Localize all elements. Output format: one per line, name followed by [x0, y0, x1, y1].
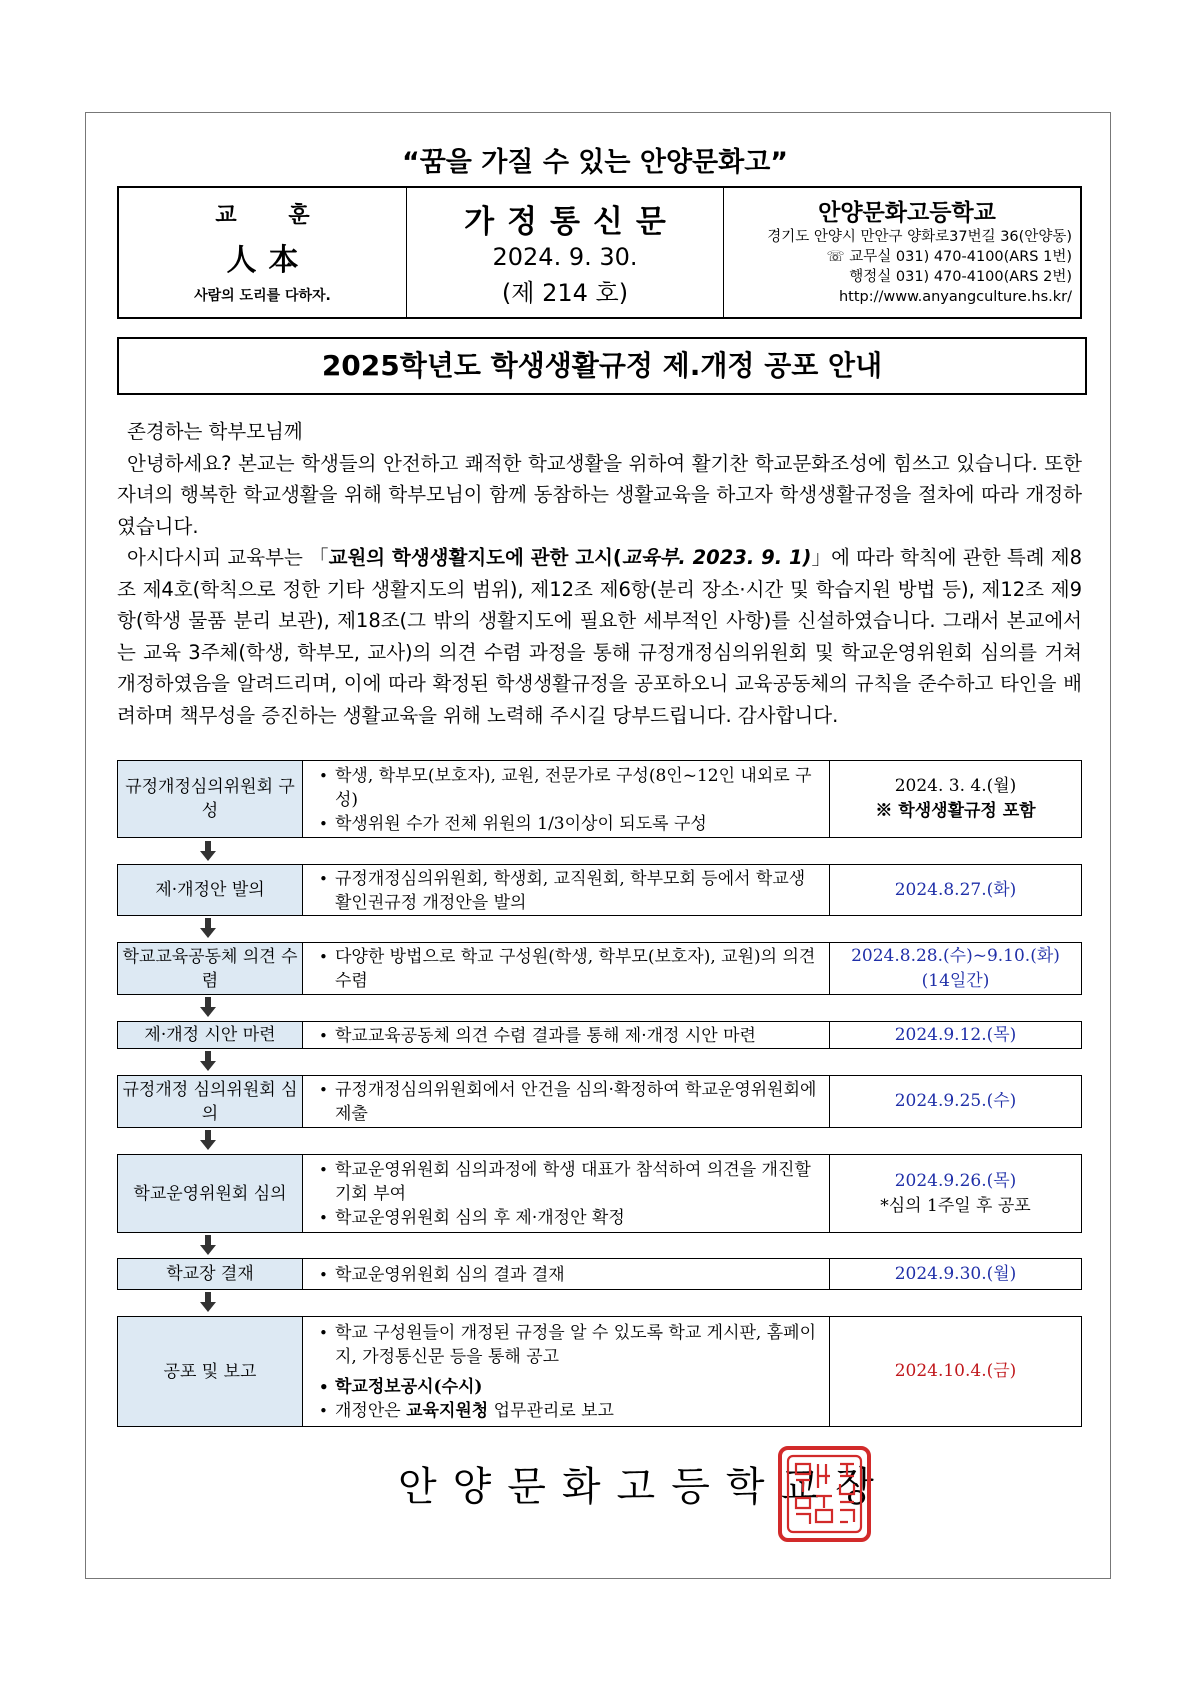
flow-item: • 학교교육공동체 의견 수렴 결과를 통해 제·개정 시안 마련 [317, 1024, 819, 1048]
school-motto: “꿈을 가질 수 있는 안양문화고” [401, 147, 789, 178]
flow-item-post: 업무관리로 보고 [488, 1401, 614, 1421]
school-name: 안양문화고등학교 [818, 200, 996, 226]
flow-date: 2024. 3. 4.(월) [894, 776, 1017, 796]
flow-date-cell [830, 1317, 1081, 1426]
flow-date: 2024.9.26.(목) [894, 1170, 1017, 1191]
flow-date: 2024.9.25.(수) [894, 1091, 1017, 1111]
flow-item: • 규정개정심의위원회에서 안건을 심의·확정하여 학교운영위원회에 제출 [317, 1078, 819, 1126]
down-arrow-icon [200, 1292, 216, 1312]
flow-stage: 제·개정안 발의 [118, 865, 303, 915]
para2-pre: 아시다시피 교육부는 「 [127, 546, 329, 569]
down-arrow-icon [200, 918, 216, 938]
down-arrow-icon [200, 1235, 216, 1255]
flow-item-bold: 교육지원청 [406, 1401, 489, 1421]
phone-office: ☏ 교무실 031) 470-4100(ARS 1번) [826, 249, 1072, 265]
flow-stage: 공포 및 보고 [118, 1317, 303, 1426]
flow-description [303, 1076, 830, 1127]
down-arrow-icon [200, 1051, 216, 1071]
flow-item: • 학교정보공시(수시) [317, 1375, 819, 1399]
flow-date-cell [830, 865, 1081, 915]
para2-post: 」에 따라 학칙에 관한 특례 제8조 제4호(학칙으로 정한 기타 생활지도의 범위), 제12조 제6항(분리 장소·시간 및 학습지원 방법 등), 제12조 제9항(학생 물품 분리 보관), 제18조(그 밖의 생활지도에 필요한 세부적인 사항)를 신설하였습니다. 그래서 본교에서는 교육 3주체(학생, 학부모, 교사)의 의견 수렴 과정을 통해 규정개정심의위원회 및 학교운영위원회 심의를 거쳐 개정하였음을 알려드리며, 이에 따라 확정된 학생생활규정을 공포하오니 교육공동체의 규칙을 준수하고 타인을 배려하며 책무성을 증진하는 생활교육을 위해 노력해 주시길 당부드립니다. 감사합니다. [117, 546, 1083, 727]
flow-date-note: (14일간) [921, 970, 990, 991]
kyohun-cell [119, 188, 407, 317]
flow-item: • 학교운영위원회 심의과정에 학생 대표가 참석하여 의견을 개진할 기회 부여 [317, 1158, 819, 1206]
flow-date-cell [830, 943, 1081, 994]
flow-date: 2024.8.27.(화) [894, 879, 1017, 900]
flow-date-cell [830, 1155, 1081, 1232]
flow-stage: 규정개정 심의위원회 심의 [118, 1076, 303, 1127]
paragraph-2 [117, 542, 1082, 731]
flow-date: 2024.8.28.(수)~9.10.(화) [851, 945, 1060, 966]
newsletter-issue: (제 214 호) [501, 279, 629, 307]
flow-description [303, 865, 830, 915]
flow-date-cell [830, 761, 1081, 837]
document-title: 2025학년도 학생생활규정 제.개정 공포 안내 [117, 337, 1087, 395]
flow-item: • 학생, 학부모(보호자), 교원, 전문가로 구성(8인~12인 내외로 구성) [317, 764, 819, 812]
flow-date: 2024.9.30.(월) [894, 1263, 1017, 1284]
seal-icon [782, 1450, 867, 1538]
newsletter-header [117, 186, 1082, 319]
flow-item: • 다양한 방법으로 학교 구성원(학생, 학부모(보호자), 교원)의 의견 수렴 [317, 945, 819, 993]
kyohun-label: 교 훈 [215, 203, 332, 228]
flow-description [303, 1259, 830, 1289]
flow-step-2 [117, 864, 1082, 916]
flow-item [317, 1399, 819, 1423]
flow-description [303, 943, 830, 994]
flow-stage: 학교운영위원회 심의 [118, 1155, 303, 1232]
school-info-cell [724, 188, 1080, 317]
flow-description [303, 1317, 830, 1426]
flow-step-1 [117, 760, 1082, 838]
para2-bold-italic: 교육부. 2023. 9. 1) [621, 546, 812, 569]
flow-item: • 학생위원 수가 전체 위원의 1/3이상이 되도록 구성 [317, 812, 819, 836]
para2-bold: 교원의 학생생활지도에 관한 고시( [328, 546, 622, 569]
principal-signature: 안양문화고등학교장 [398, 1464, 890, 1510]
letter-body [117, 416, 1082, 731]
flow-date: 2024.9.12.(목) [894, 1024, 1017, 1045]
flow-item: • 학교운영위원회 심의 결과 결재 [317, 1263, 819, 1287]
flow-item: • 학교운영위원회 심의 후 제·개정안 확정 [317, 1206, 819, 1230]
flow-step-8 [117, 1316, 1082, 1427]
kyohun-sub: 사람의 도리를 다하자. [194, 288, 331, 304]
down-arrow-icon [200, 997, 216, 1017]
paragraph-1: 안녕하세요? 본교는 학생들의 안전하고 쾌적한 학교생활을 위하여 활기찬 학교문화조성에 힘쓰고 있습니다. 또한 자녀의 행복한 학교생활을 위해 학부모님이 함께 동참하는 생활교육을 하고자 학생생활규정을 절차에 따라 개정하였습니다. [117, 451, 1082, 538]
flow-date-note: ※ 학생생활규정 포함 [875, 801, 1036, 821]
newsletter-title-cell [407, 188, 724, 317]
flow-stage: 학교교육공동체 의견 수렴 [118, 943, 303, 994]
flow-date-cell [830, 1259, 1081, 1289]
flow-step-6 [117, 1154, 1082, 1233]
flow-date-cell [830, 1076, 1081, 1127]
flow-date: 2024.10.4.(금) [894, 1361, 1017, 1381]
flow-item-pre: 개정안은 [335, 1401, 407, 1421]
newsletter-title: 가정통신문 [464, 204, 679, 240]
flow-item: • 학교 구성원들이 개정된 규정을 알 수 있도록 학교 게시판, 홈페이지, 가정통신문 등을 통해 공고 [317, 1321, 819, 1369]
flow-date-note: *심의 1주일 후 공포 [880, 1195, 1031, 1216]
down-arrow-icon [200, 1130, 216, 1150]
flow-date-cell [830, 1022, 1081, 1048]
flow-step-5 [117, 1075, 1082, 1128]
flow-description [303, 761, 830, 837]
school-seal-stamp [778, 1446, 871, 1542]
flow-step-7 [117, 1258, 1082, 1290]
kyohun-main: 人本 [226, 243, 311, 278]
flow-step-3 [117, 942, 1082, 995]
flow-stage: 학교장 결재 [118, 1259, 303, 1289]
flow-stage: 규정개정심의위원회 구성 [118, 761, 303, 837]
school-address: 경기도 안양시 만안구 양화로37번길 36(안양동) [767, 229, 1072, 245]
greeting: 존경하는 학부모님께 [127, 420, 303, 443]
down-arrow-icon [200, 841, 216, 861]
newsletter-date: 2024. 9. 30. [492, 243, 638, 271]
school-website[interactable]: http://www.anyangculture.hs.kr/ [838, 289, 1072, 305]
phone-admin: 행정실 031) 470-4100(ARS 2번) [849, 269, 1072, 285]
flow-description [303, 1155, 830, 1232]
flow-step-4 [117, 1021, 1082, 1049]
flow-item: • 규정개정심의위원회, 학생회, 교직원회, 학부모회 등에서 학교생활인권규정 개정안을 발의 [317, 867, 819, 915]
flow-description [303, 1022, 830, 1048]
flow-stage: 제·개정 시안 마련 [118, 1022, 303, 1048]
